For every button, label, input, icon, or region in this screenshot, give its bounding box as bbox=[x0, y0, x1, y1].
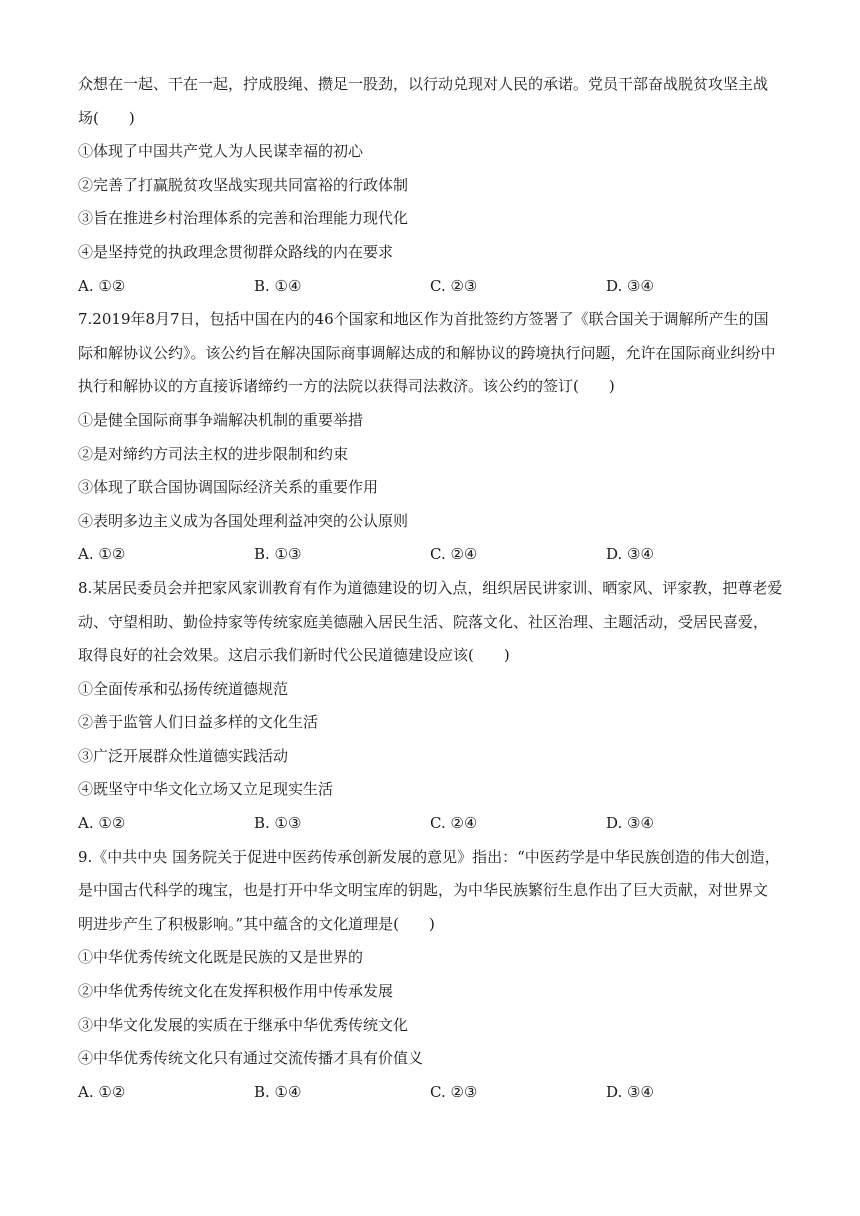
option-b: B. ①③ bbox=[254, 545, 302, 564]
question-7-options bbox=[78, 538, 784, 572]
question-6-statement: ③旨在推进乡村治理体系的完善和治理能力现代化 bbox=[78, 209, 409, 228]
question-8-stem-line: 取得良好的社会效果。这启示我们新时代公民道德建设应该( ) bbox=[78, 646, 510, 665]
question-8 bbox=[78, 572, 784, 841]
question-6-stem-line: 众想在一起、干在一起，拧成股绳、攒足一股劲，以行动兑现对人民的承诺。党员干部奋战脱贫攻坚主战 bbox=[78, 75, 769, 93]
question-7-statement: ③体现了联合国协调国际经济关系的重要作用 bbox=[78, 478, 379, 497]
option-a: A. ①② bbox=[78, 814, 126, 833]
exam-page bbox=[78, 68, 784, 1109]
question-8-options bbox=[78, 807, 784, 841]
question-7-statement: ④表明多边主义成为各国处理利益冲突的公认原则 bbox=[78, 511, 409, 530]
option-a: A. ①② bbox=[78, 276, 126, 295]
question-6 bbox=[78, 68, 784, 303]
option-a: A. ①② bbox=[78, 1082, 126, 1101]
option-a: A. ①② bbox=[78, 545, 126, 564]
question-6-options bbox=[78, 270, 784, 304]
question-9 bbox=[78, 841, 784, 1110]
option-c: C. ②④ bbox=[430, 545, 478, 564]
option-b: B. ①④ bbox=[254, 1082, 302, 1101]
option-d: D. ③④ bbox=[606, 545, 654, 564]
option-b: B. ①④ bbox=[254, 276, 302, 295]
question-7-stem-line: 际和解协议公约》。该公约旨在解决国际商事调解达成的和解协议的跨境执行问题，允许在国际商业纠纷中 bbox=[78, 343, 776, 362]
question-9-statement: ②中华优秀传统文化在发挥积极作用中传承发展 bbox=[78, 982, 394, 1001]
question-9-stem-line: 是中国古代科学的瑰宝，也是打开中华文明宝库的钥匙，为中华民族繁衍生息作出了巨大贡献，对世界文 bbox=[78, 881, 769, 900]
question-7-stem-line: 执行和解协议的方直接诉诸缔约一方的法院以获得司法救济。该公约的签订( ) bbox=[78, 377, 615, 396]
question-8-statement: ④既坚守中华文化立场又立足现实生活 bbox=[78, 780, 334, 799]
question-8-statement: ③广泛开展群众性道德实践活动 bbox=[78, 746, 289, 765]
option-d: D. ③④ bbox=[606, 814, 654, 833]
question-8-stem-line: 动、守望相助、勤俭持家等传统家庭美德融入居民生活、院落文化、社区治理、主题活动，受居民喜爱， bbox=[78, 612, 769, 631]
question-7-stem-line: 7.2019年8月7日，包括中国在内的46个国家和地区作为首批签约方签署了《联合国关于调解所产生的国 bbox=[78, 310, 769, 329]
question-7-statement: ②是对缔约方司法主权的进步限制和约束 bbox=[78, 444, 349, 463]
question-6-statement: ④是坚持党的执政理念贯彻群众路线的内在要求 bbox=[78, 242, 394, 261]
option-c: C. ②③ bbox=[430, 276, 478, 295]
question-7-statement: ①是健全国际商事争端解决机制的重要举措 bbox=[78, 410, 364, 429]
question-6-stem-line: 场( ) bbox=[78, 108, 135, 127]
option-c: C. ②④ bbox=[430, 814, 478, 833]
question-6-statement: ①体现了中国共产党人为人民谋幸福的初心 bbox=[78, 142, 364, 161]
option-b: B. ①③ bbox=[254, 814, 302, 833]
question-9-statement: ①中华优秀传统文化既是民族的又是世界的 bbox=[78, 948, 364, 967]
option-c: C. ②③ bbox=[430, 1082, 478, 1101]
question-9-stem-line: 9.《中共中央 国务院关于促进中医药传承创新发展的意见》指出：“中医药学是中华民族创造的伟大创造， bbox=[78, 847, 780, 866]
option-d: D. ③④ bbox=[606, 1082, 654, 1101]
question-8-statement: ①全面传承和弘扬传统道德规范 bbox=[78, 679, 289, 698]
question-9-statement: ③中华文化发展的实质在于继承中华优秀传统文化 bbox=[78, 1015, 409, 1034]
question-8-statement: ②善于监管人们日益多样的文化生活 bbox=[78, 713, 319, 732]
question-6-statement: ②完善了打赢脱贫攻坚战实现共同富裕的行政体制 bbox=[78, 175, 409, 194]
question-9-statement: ④中华优秀传统文化只有通过交流传播才具有价值义 bbox=[78, 1049, 424, 1068]
question-9-options bbox=[78, 1076, 784, 1110]
question-7 bbox=[78, 303, 784, 572]
option-d: D. ③④ bbox=[606, 276, 654, 295]
question-9-stem-line: 明进步产生了积极影响。”其中蕴含的文化道理是( ) bbox=[78, 914, 435, 933]
question-8-stem-line: 8.某居民委员会并把家风家训教育有作为道德建设的切入点，组织居民讲家训、晒家风、评家教，把尊老爱 bbox=[78, 578, 783, 597]
